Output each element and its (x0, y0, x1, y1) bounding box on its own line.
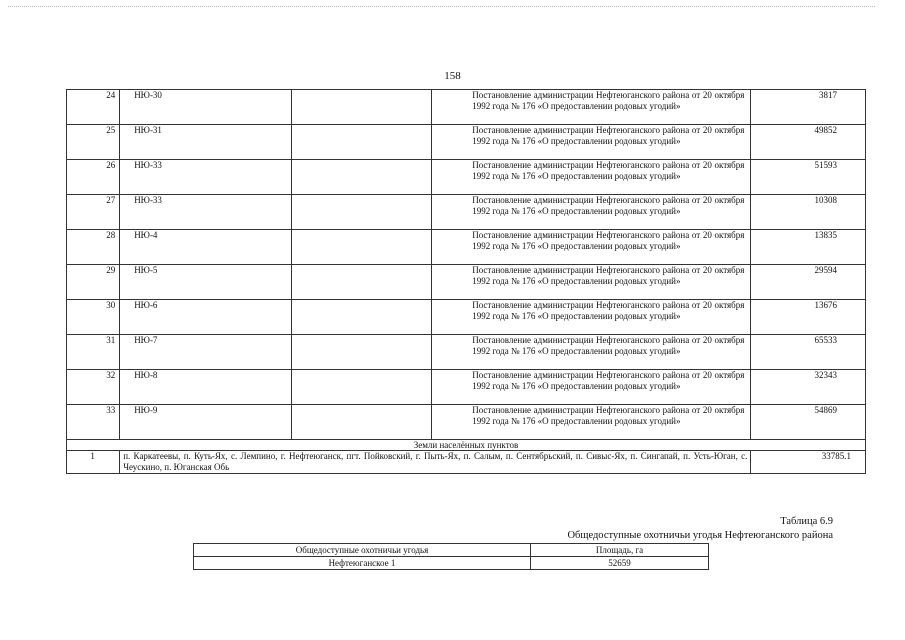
public-grounds-table (193, 543, 709, 570)
area-value: 29594 (751, 265, 866, 300)
document-reference: Постановление администрации Нефтеюганского района от 20 октября 1992 года № 176 «О предоставлении родовых угодий» (432, 265, 751, 300)
row-number: 27 (67, 195, 120, 230)
document-reference: Постановление администрации Нефтеюганского района от 20 октября 1992 года № 176 «О предоставлении родовых угодий» (432, 300, 751, 335)
empty-cell (292, 370, 432, 405)
empty-cell (292, 125, 432, 160)
table-row (67, 265, 866, 300)
document-reference: Постановление администрации Нефтеюганского района от 20 октября 1992 года № 176 «О предоставлении родовых угодий» (432, 125, 751, 160)
page-number: 158 (444, 70, 461, 82)
table-row (67, 300, 866, 335)
empty-cell (292, 405, 432, 440)
document-reference: Постановление администрации Нефтеюганского района от 20 октября 1992 года № 176 «О предоставлении родовых угодий» (432, 160, 751, 195)
row-number: 25 (67, 125, 120, 160)
empty-cell (292, 90, 432, 125)
column-header-area: Площадь, га (531, 544, 709, 557)
ground-code: НЮ-33 (120, 195, 292, 230)
row-number: 30 (67, 300, 120, 335)
ground-code: НЮ-6 (120, 300, 292, 335)
document-reference: Постановление администрации Нефтеюганского района от 20 октября 1992 года № 176 «О предоставлении родовых угодий» (432, 230, 751, 265)
empty-cell (292, 335, 432, 370)
ground-code: НЮ-8 (120, 370, 292, 405)
empty-cell (292, 300, 432, 335)
table-row (67, 335, 866, 370)
row-number: 33 (67, 405, 120, 440)
document-reference: Постановление администрации Нефтеюганского района от 20 октября 1992 года № 176 «О предоставлении родовых угодий» (432, 195, 751, 230)
ground-code: НЮ-30 (120, 90, 292, 125)
table-row (67, 230, 866, 265)
table-row (67, 195, 866, 230)
row-number: 29 (67, 265, 120, 300)
empty-cell (292, 230, 432, 265)
row-number: 26 (67, 160, 120, 195)
area-value: 54869 (751, 405, 866, 440)
column-header-grounds: Общедоступные охотничьи угодья (194, 544, 531, 557)
ground-code: НЮ-31 (120, 125, 292, 160)
row-number: 31 (67, 335, 120, 370)
settlements-list: п. Каркатеевы, п. Куть-Ях, с. Лемпино, г. Нефтеюганск, пгт. Пойковский, г. Пыть-Ях, п. Салым, п. Сентябрьский, п. Сивыс-Ях, п. Сингапай, п. Усть-Юган, с. Чеускино, п. Юганская Обь (120, 451, 751, 474)
empty-cell (292, 195, 432, 230)
hunting-grounds-table-body (67, 90, 866, 474)
table-label: Таблица 6.9 (780, 516, 833, 527)
document-reference: Постановление администрации Нефтеюганского района от 20 октября 1992 года № 176 «О предоставлении родовых угодий» (432, 335, 751, 370)
table-row (67, 405, 866, 440)
ground-code: НЮ-5 (120, 265, 292, 300)
area-value: 65533 (751, 335, 866, 370)
ground-code: НЮ-7 (120, 335, 292, 370)
area-value: 33785.1 (751, 451, 866, 474)
hunting-grounds-table (66, 89, 866, 474)
area-value: 51593 (751, 160, 866, 195)
table-header-row (194, 544, 709, 557)
section-header-row (67, 440, 866, 451)
area-value: 13835 (751, 230, 866, 265)
table-row (194, 557, 709, 570)
ground-code: НЮ-33 (120, 160, 292, 195)
table-title: Общедоступные охотничьи угодья Нефтеюганского района (567, 530, 833, 541)
table-row (67, 160, 866, 195)
table-row (67, 90, 866, 125)
area-value: 13676 (751, 300, 866, 335)
table-row (67, 451, 866, 474)
document-reference: Постановление администрации Нефтеюганского района от 20 октября 1992 года № 176 «О предоставлении родовых угодий» (432, 90, 751, 125)
row-number: 28 (67, 230, 120, 265)
area-value: 52659 (531, 557, 709, 570)
area-value: 49852 (751, 125, 866, 160)
empty-cell (292, 265, 432, 300)
row-number: 32 (67, 370, 120, 405)
area-value: 32343 (751, 370, 866, 405)
section-title: Земли населённых пунктов (67, 440, 866, 451)
document-reference: Постановление администрации Нефтеюганского района от 20 октября 1992 года № 176 «О предоставлении родовых угодий» (432, 405, 751, 440)
ground-code: НЮ-4 (120, 230, 292, 265)
table-row (67, 370, 866, 405)
document-reference: Постановление администрации Нефтеюганского района от 20 октября 1992 года № 176 «О предоставлении родовых угодий» (432, 370, 751, 405)
area-value: 10308 (751, 195, 866, 230)
area-value: 3817 (751, 90, 866, 125)
row-number: 24 (67, 90, 120, 125)
row-number: 1 (67, 451, 120, 474)
table-row (67, 125, 866, 160)
empty-cell (292, 160, 432, 195)
ground-name: Нефтеюганское 1 (194, 557, 531, 570)
ground-code: НЮ-9 (120, 405, 292, 440)
scan-edge-line (8, 6, 875, 7)
